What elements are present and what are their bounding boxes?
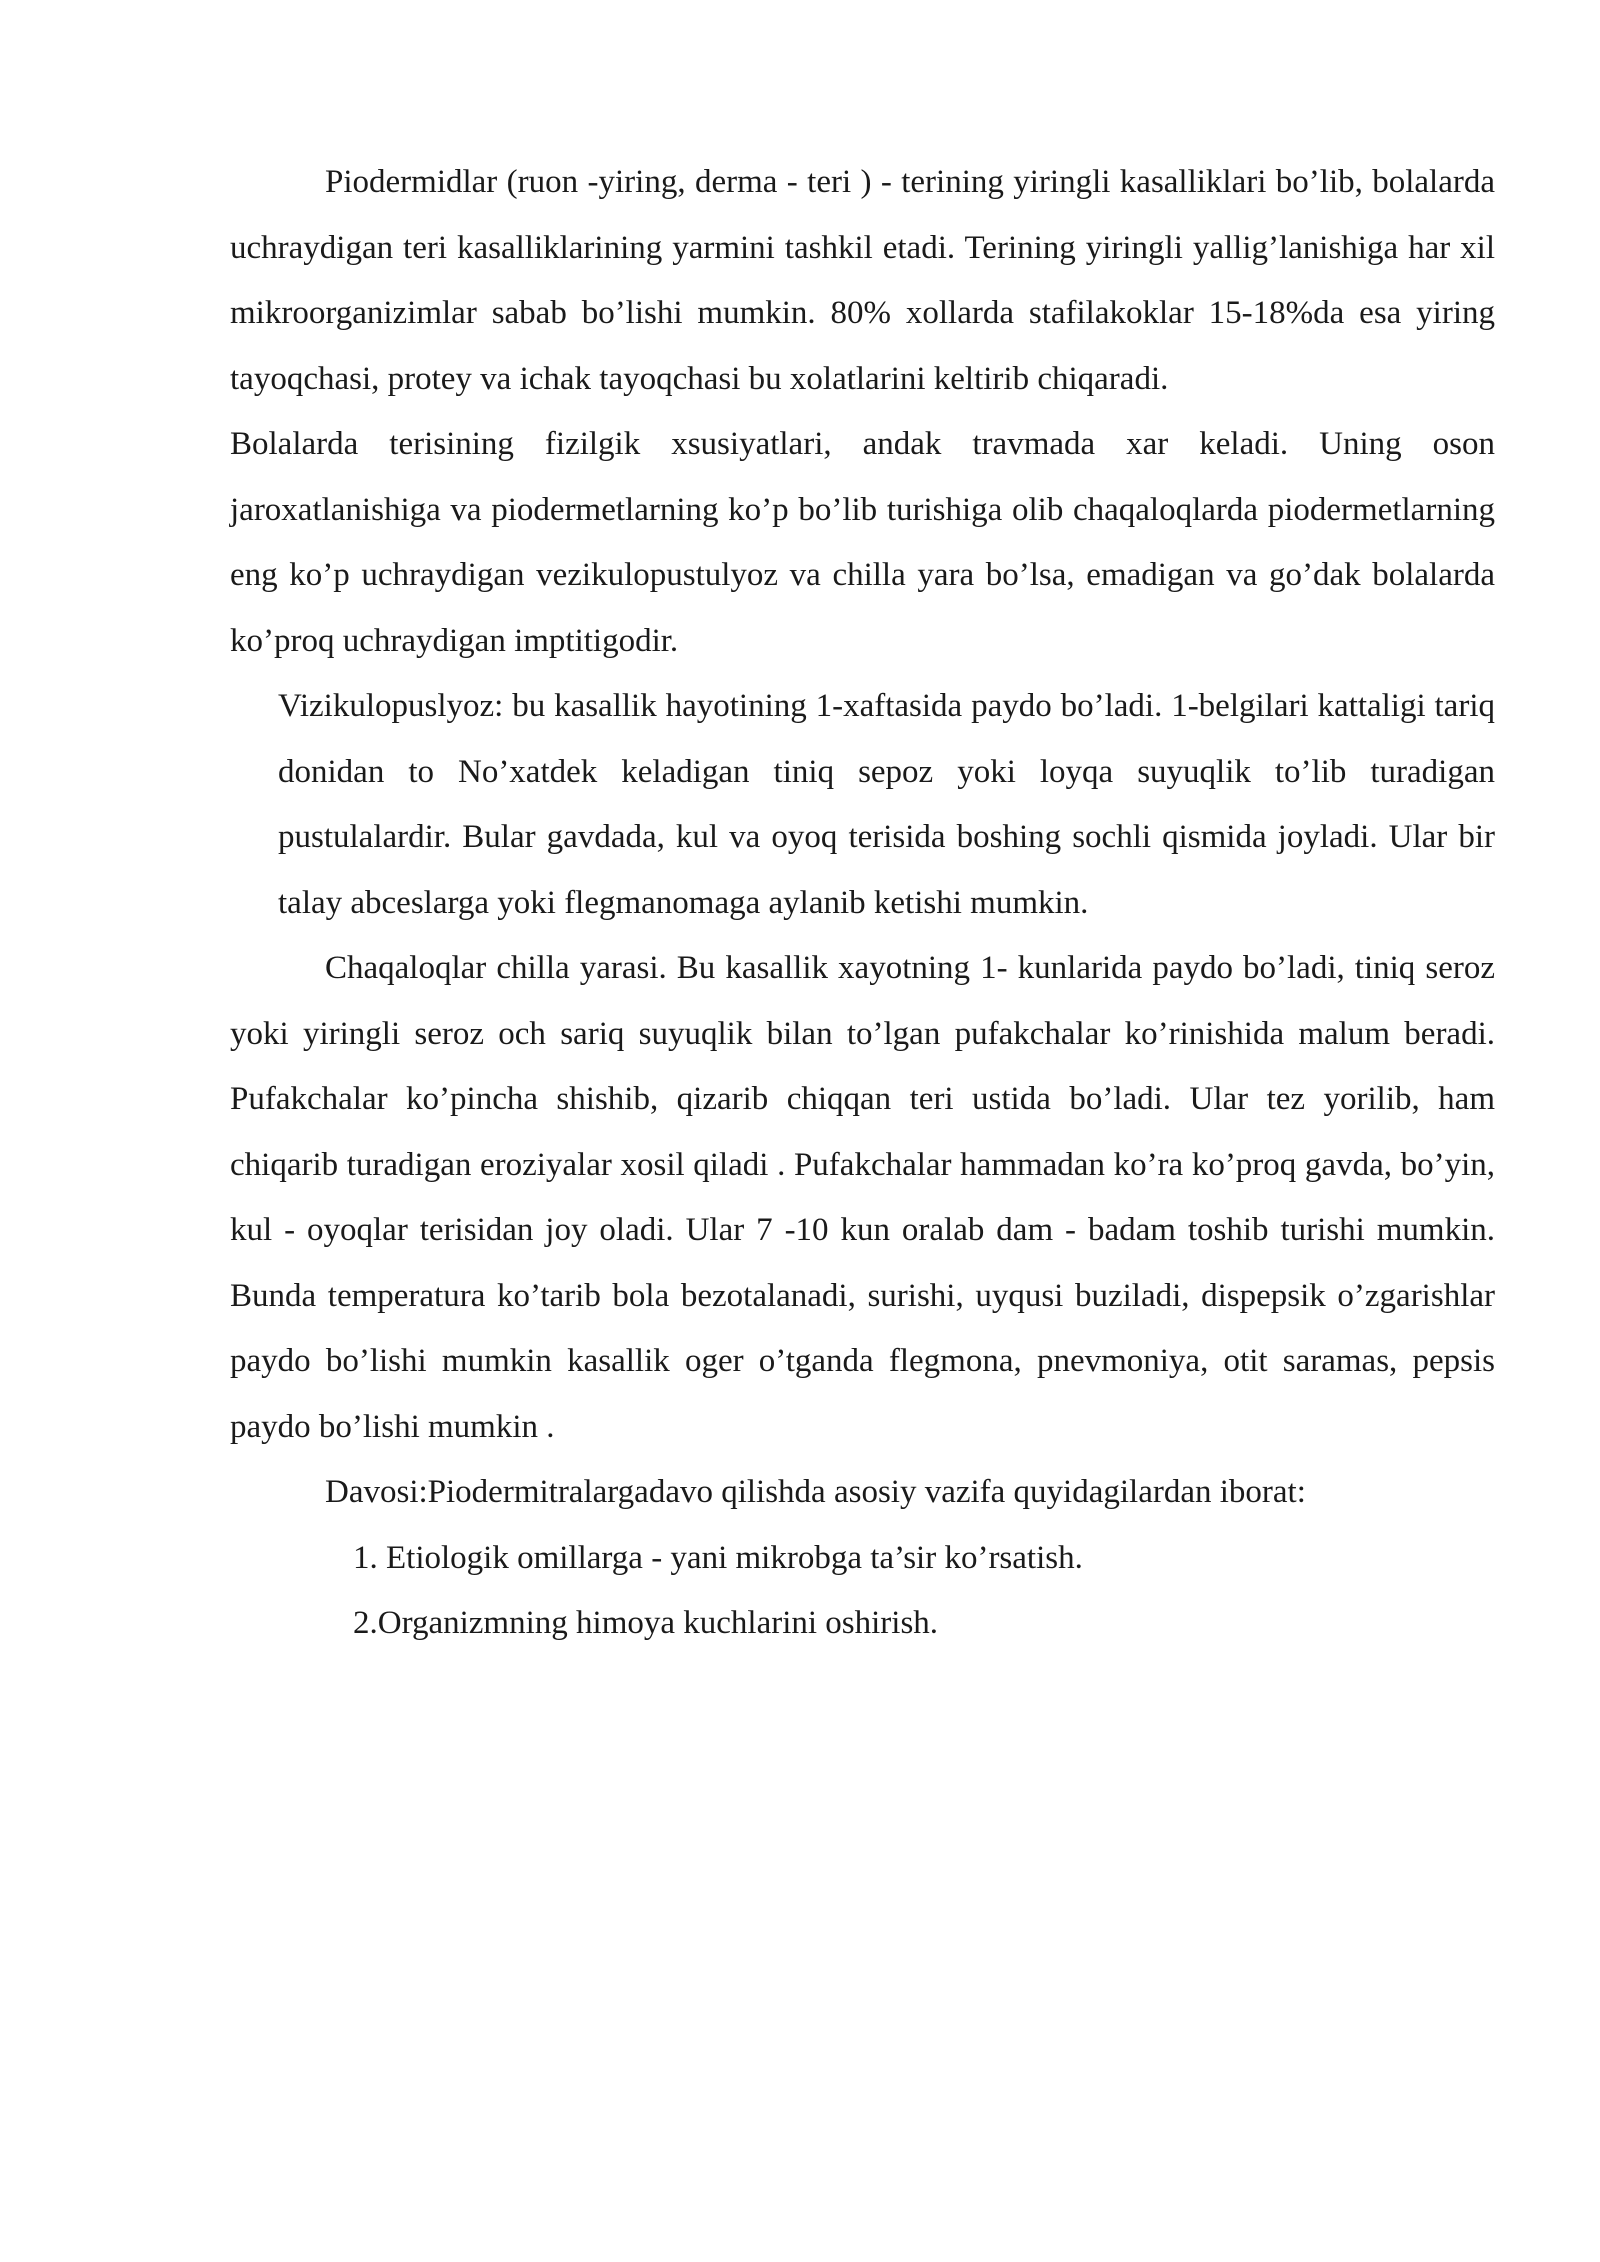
paragraph-piodermidlar: Piodermidlar (ruon -yiring, derma - teri ) - terining yiringli kasalliklari bo’lib, bolalarda uchraydigan teri kasalliklarining yarmini tashkil etadi. Terining yiringli yallig’lanishiga har xil mikroorganizimlar sabab bo’lishi mumkin. 80% xollarda stafilakoklar 15-18%da esa yiring tayoqchasi, protey va ichak tayoqchasi bu xolatlarini keltirib chiqaradi. (230, 164, 1495, 397)
list-item-2: 2.Organizmning himoya kuchlarini oshirish. (353, 1605, 939, 1641)
paragraph-bolalarda: Bolalarda terisining fizilgik xsusiyatlari, andak travmada xar keladi. Uning oson jaroxatlanishiga va piodermetlarning ko’p bo’lib turishiga olib chaqaloqlarda piodermetlarning eng ko’p uchraydigan vezikulopustulyoz va chilla yara bo’lsa, emadigan va go’dak bolalarda ko’proq uchraydigan imptitigodir. (230, 426, 1495, 659)
paragraph-davosi: Davosi:Piodermitralargadavo qilishda asosiy vazifa quyidagilardan iborat: (325, 1474, 1306, 1510)
paragraph-chilla-yarasi: Chaqaloqlar chilla yarasi. Bu kasallik xayotning 1- kunlarida paydo bo’ladi, tiniq seroz yoki yiringli seroz och sariq suyuqlik bilan to’lgan pufakchalar ko’rinishida malum beradi. Pufakchalar ko’pincha shishib, qizarib chiqqan teri ustida bo’ladi. Ular tez yorilib, ham chiqarib turadigan eroziyalar xosil qiladi . Pufakchalar hammadan ko’ra ko’proq gavda, bo’yin, kul - oyoqlar terisidan joy oladi. Ular 7 -10 kun oralab dam - badam toshib turishi mumkin. Bunda temperatura ko’tarib bola bezotalanadi, surishi, uyqusi buziladi, dispepsik o’zgarishlar paydo bo’lishi mumkin kasallik oger o’tganda flegmona, pnevmoniya, otit saramas, pepsis paydo bo’lishi mumkin . (230, 950, 1495, 1445)
paragraph-vizikulopuslyoz: Vizikulopuslyoz: bu kasallik hayotining 1-xaftasida paydo bo’ladi. 1-belgilari kattaligi tariq donidan to No’xatdek keladigan tiniq sepoz yoki loyqa suyuqlik to’lib turadigan pustulalardir. Bular gavdada, kul va oyoq terisida boshing sochli qismida joyladi. Ular bir talay abceslarga yoki flegmanomaga aylanib ketishi mumkin. (278, 688, 1495, 921)
list-item-1: 1. Etiologik omillarga - yani mikrobga ta’sir ko’rsatish. (353, 1539, 1083, 1576)
document-page (230, 150, 1495, 1657)
